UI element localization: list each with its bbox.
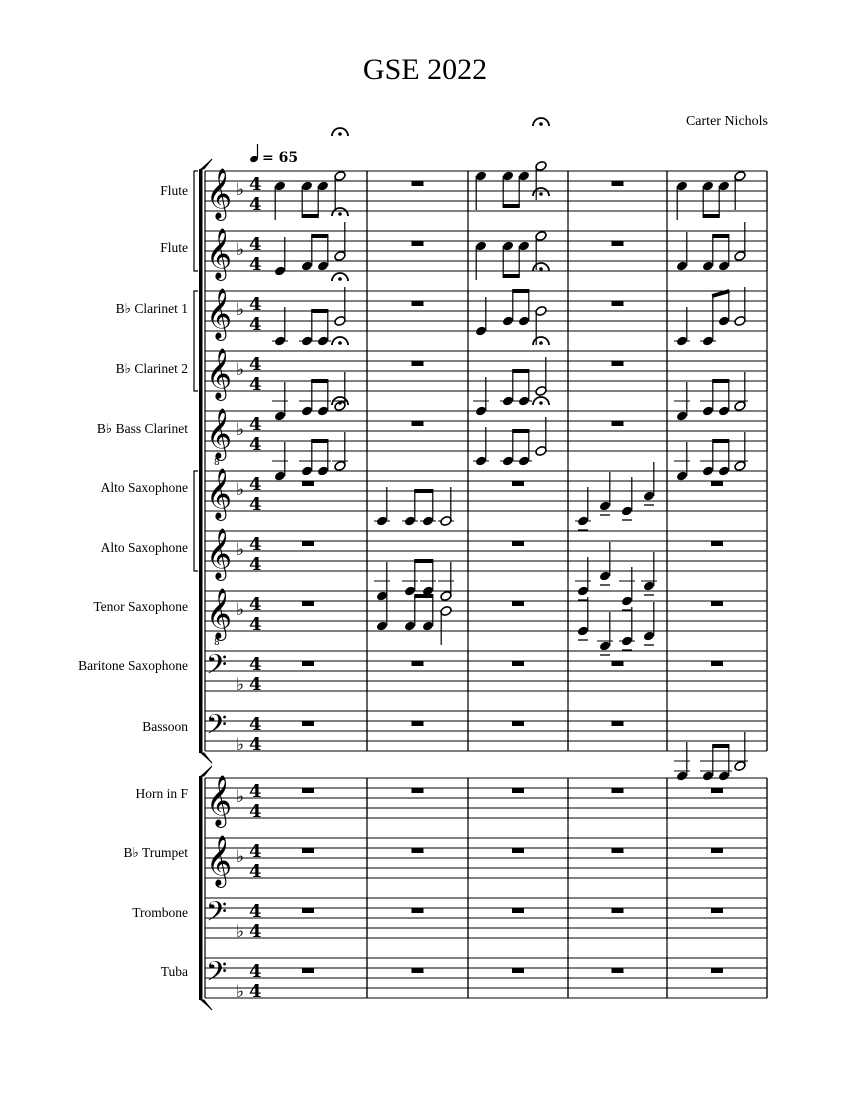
whole-rest — [612, 181, 624, 186]
quarter-note — [272, 442, 288, 482]
whole-rest — [412, 421, 424, 426]
instrument-name: Bassoon — [142, 719, 188, 734]
flat-icon: ♭ — [236, 300, 245, 320]
quarter-note — [272, 382, 288, 422]
whole-rest — [512, 661, 524, 666]
whole-rest — [512, 721, 524, 726]
instrument-name: Alto Saxophone — [100, 540, 188, 555]
staff — [205, 838, 767, 878]
time-signature-top: 4 — [249, 234, 262, 255]
whole-rest — [302, 541, 314, 546]
beamed-eighth-notes — [500, 371, 532, 407]
staff-prelude — [206, 648, 262, 695]
staff-prelude — [206, 468, 262, 521]
whole-rest — [512, 541, 524, 546]
half-note — [334, 222, 347, 262]
fermata-icon — [533, 337, 549, 345]
staff-prelude — [206, 528, 262, 581]
fermata-icon — [332, 337, 348, 345]
fermata-icon — [533, 118, 549, 126]
time-signature-bottom: 4 — [249, 674, 262, 695]
whole-rest — [412, 181, 424, 186]
whole-rest — [412, 301, 424, 306]
staff — [205, 651, 767, 691]
time-signature-bottom: 4 — [249, 861, 262, 882]
whole-rest — [612, 908, 624, 913]
whole-rest — [612, 788, 624, 793]
staff-prelude — [206, 775, 262, 828]
time-signature-top: 4 — [249, 781, 262, 802]
time-signature-top: 4 — [249, 414, 262, 435]
beamed-eighth-notes — [700, 381, 732, 417]
time-signature-bottom: 4 — [249, 434, 262, 455]
group-bracket — [194, 291, 198, 391]
half-note — [438, 562, 454, 602]
fermata-icon — [533, 188, 549, 196]
whole-rest — [612, 848, 624, 853]
whole-rest — [302, 661, 314, 666]
flat-icon: ♭ — [236, 847, 245, 867]
quarter-note — [475, 170, 488, 210]
tempo-value: = 65 — [262, 150, 299, 166]
quarter-note — [475, 240, 488, 280]
whole-rest — [512, 908, 524, 913]
whole-rest — [612, 241, 624, 246]
staff-prelude — [206, 708, 262, 755]
fermata-icon — [533, 263, 549, 271]
flat-icon: ♭ — [236, 982, 245, 1002]
staff — [205, 591, 767, 631]
half-note — [332, 372, 348, 412]
whole-rest — [512, 788, 524, 793]
whole-rest — [612, 968, 624, 973]
whole-rest — [711, 541, 723, 546]
time-signature-top: 4 — [249, 354, 262, 375]
treble-clef-icon: 𝄞 — [206, 588, 233, 639]
time-signature-bottom: 4 — [249, 374, 262, 395]
quarter-note — [641, 552, 657, 592]
whole-rest — [612, 361, 624, 366]
group-bracket — [194, 171, 198, 271]
fermata-dot — [539, 267, 543, 271]
whole-rest — [302, 968, 314, 973]
fermata-dot — [539, 401, 543, 405]
whole-rest — [412, 788, 424, 793]
flat-icon: ♭ — [236, 420, 245, 440]
whole-rest — [711, 968, 723, 973]
fermata-dot — [338, 277, 342, 281]
treble-clef-icon: 𝄞 — [206, 835, 233, 886]
instrument-name: Trombone — [132, 905, 188, 920]
half-note — [334, 170, 347, 210]
beam — [712, 291, 729, 296]
flat-icon: ♭ — [236, 480, 245, 500]
quarter-note — [643, 602, 656, 642]
whole-rest — [302, 908, 314, 913]
quarter-note — [619, 567, 635, 607]
score-title: GSE 2022 — [362, 53, 488, 86]
instrument-name: B♭ Trumpet — [123, 845, 188, 860]
bracket-hook-bottom — [201, 1000, 212, 1010]
whole-rest — [302, 481, 314, 486]
time-signature-bottom: 4 — [249, 194, 262, 215]
instrument-name: Baritone Saxophone — [78, 658, 188, 673]
quarter-note — [374, 562, 390, 602]
time-signature-bottom: 4 — [249, 314, 262, 335]
treble-clef-icon: 𝄞 — [206, 348, 233, 399]
time-signature-bottom: 4 — [249, 734, 262, 755]
time-signature-top: 4 — [249, 294, 262, 315]
staff-prelude — [206, 408, 262, 468]
whole-rest — [711, 481, 723, 486]
staff — [205, 711, 767, 751]
time-signature-top: 4 — [249, 654, 262, 675]
treble-clef-icon: 𝄞 — [206, 408, 233, 459]
whole-rest — [711, 848, 723, 853]
staff-prelude — [206, 955, 262, 1002]
quarter-note — [676, 180, 689, 220]
quarter-note — [473, 377, 489, 417]
staff — [205, 171, 767, 211]
staff — [205, 898, 767, 938]
quarter-note — [599, 472, 612, 512]
fermata-dot — [539, 122, 543, 126]
whole-rest — [412, 908, 424, 913]
time-signature-bottom: 4 — [249, 254, 262, 275]
fermata-dot — [338, 341, 342, 345]
group-bracket — [194, 471, 198, 571]
quarter-note — [374, 487, 390, 527]
instrument-name: Tenor Saxophone — [93, 599, 188, 614]
quarter-note — [674, 382, 690, 422]
whole-rest — [412, 968, 424, 973]
staff — [205, 778, 767, 818]
staff-prelude — [206, 348, 262, 401]
staff-prelude — [206, 228, 262, 281]
time-signature-bottom: 4 — [249, 921, 262, 942]
half-note — [734, 222, 747, 262]
whole-rest — [512, 481, 524, 486]
whole-rest — [512, 968, 524, 973]
half-note — [734, 170, 747, 210]
quarter-note — [597, 612, 613, 652]
flat-icon: ♭ — [236, 735, 245, 755]
instrument-name: Flute — [160, 240, 188, 255]
whole-rest — [302, 721, 314, 726]
half-note — [334, 287, 347, 327]
bass-clef-icon: 𝄢 — [206, 955, 228, 994]
bass-clef-icon: 𝄢 — [206, 708, 228, 747]
whole-rest — [612, 301, 624, 306]
staff-prelude — [206, 288, 262, 341]
whole-rest — [412, 848, 424, 853]
half-note — [732, 372, 748, 412]
beamed-eighth-notes — [700, 441, 732, 477]
quarter-note — [619, 607, 635, 647]
half-note — [734, 287, 747, 327]
flat-icon: ♭ — [236, 240, 245, 260]
whole-rest — [302, 601, 314, 606]
bracket-hook-bottom — [201, 753, 212, 763]
quarter-note — [674, 442, 690, 482]
instrument-name: Flute — [160, 183, 188, 198]
half-note — [332, 432, 348, 472]
time-signature-bottom: 4 — [249, 494, 262, 515]
composer: Carter Nichols — [685, 114, 768, 129]
bass-clef-icon: 𝄢 — [206, 648, 228, 687]
quarter-note — [621, 477, 634, 517]
half-note — [535, 417, 548, 457]
half-note — [440, 605, 453, 645]
flat-icon: ♭ — [236, 787, 245, 807]
time-signature-bottom: 4 — [249, 981, 262, 1002]
treble-clef-icon: 𝄞 — [206, 468, 233, 519]
treble-clef-icon: 𝄞 — [206, 168, 233, 219]
treble-clef-icon: 𝄞 — [206, 775, 233, 826]
whole-rest — [512, 848, 524, 853]
staff-prelude — [206, 588, 262, 648]
fermata-dot — [338, 132, 342, 136]
whole-rest — [302, 848, 314, 853]
staff — [205, 531, 767, 571]
fermata-icon — [533, 397, 549, 405]
whole-rest — [512, 601, 524, 606]
quarter-note — [272, 307, 288, 347]
quarter-note — [676, 232, 689, 272]
beamed-eighth-notes — [402, 491, 436, 527]
quarter-note — [274, 237, 287, 277]
whole-rest — [412, 241, 424, 246]
quarter-note — [473, 427, 489, 467]
quarter-note — [643, 462, 656, 502]
instrument-name: B♭ Clarinet 1 — [115, 301, 188, 316]
staff-prelude — [206, 835, 262, 888]
quarter-note — [577, 597, 590, 637]
fermata-icon — [332, 208, 348, 216]
time-signature-top: 4 — [249, 174, 262, 195]
quarter-note — [274, 180, 287, 220]
beamed-eighth-notes — [299, 381, 331, 417]
whole-rest — [612, 721, 624, 726]
instrument-name: Tuba — [160, 964, 188, 979]
time-signature-top: 4 — [249, 534, 262, 555]
fermata-dot — [539, 192, 543, 196]
time-signature-top: 4 — [249, 714, 262, 735]
time-signature-top: 4 — [249, 594, 262, 615]
flat-icon: ♭ — [236, 675, 245, 695]
time-signature-bottom: 4 — [249, 554, 262, 575]
quarter-note — [575, 487, 591, 527]
quarter-note — [475, 297, 488, 337]
bass-clef-icon: 𝄢 — [206, 895, 228, 934]
beamed-eighth-notes — [500, 431, 532, 467]
time-signature-top: 4 — [249, 961, 262, 982]
time-signature-top: 4 — [249, 901, 262, 922]
fermata-icon — [332, 128, 348, 136]
instrument-name: Horn in F — [135, 786, 188, 801]
whole-rest — [412, 661, 424, 666]
whole-rest — [412, 361, 424, 366]
bracket-bar — [199, 169, 203, 753]
quarter-note — [575, 557, 591, 597]
whole-rest — [711, 908, 723, 913]
beamed-eighth-notes — [299, 441, 331, 477]
whole-rest — [612, 661, 624, 666]
half-note — [438, 487, 454, 527]
time-signature-top: 4 — [249, 841, 262, 862]
octave-mark: 8 — [214, 638, 220, 648]
half-note — [732, 732, 748, 772]
whole-rest — [302, 788, 314, 793]
quarter-note — [599, 542, 612, 582]
half-note — [535, 357, 548, 397]
whole-rest — [612, 421, 624, 426]
octave-mark: 8 — [214, 458, 220, 468]
flat-icon: ♭ — [236, 540, 245, 560]
fermata-dot — [338, 212, 342, 216]
time-signature-bottom: 4 — [249, 801, 262, 822]
staff-prelude — [206, 895, 262, 942]
staff-prelude — [206, 168, 262, 221]
beamed-eighth-notes — [700, 291, 730, 347]
time-signature-top: 4 — [249, 474, 262, 495]
whole-rest — [711, 661, 723, 666]
flat-icon: ♭ — [236, 600, 245, 620]
beamed-eighth-notes — [299, 311, 331, 347]
time-signature-bottom: 4 — [249, 614, 262, 635]
bracket-bar — [199, 776, 203, 1000]
quarter-note — [674, 307, 690, 347]
fermata-icon — [332, 273, 348, 281]
instrument-name: B♭ Clarinet 2 — [115, 361, 188, 376]
whole-rest — [412, 721, 424, 726]
instrument-name: B♭ Bass Clarinet — [96, 421, 188, 436]
fermata-dot — [539, 341, 543, 345]
quarter-note — [674, 742, 690, 782]
tempo-marking — [249, 144, 298, 166]
half-note — [732, 432, 748, 472]
treble-clef-icon: 𝄞 — [206, 288, 233, 339]
staff — [205, 958, 767, 998]
flat-icon: ♭ — [236, 360, 245, 380]
flat-icon: ♭ — [236, 922, 245, 942]
treble-clef-icon: 𝄞 — [206, 228, 233, 279]
whole-rest — [711, 788, 723, 793]
whole-rest — [711, 601, 723, 606]
flat-icon: ♭ — [236, 180, 245, 200]
treble-clef-icon: 𝄞 — [206, 528, 233, 579]
fermata-dot — [338, 401, 342, 405]
instrument-name: Alto Saxophone — [100, 480, 188, 495]
